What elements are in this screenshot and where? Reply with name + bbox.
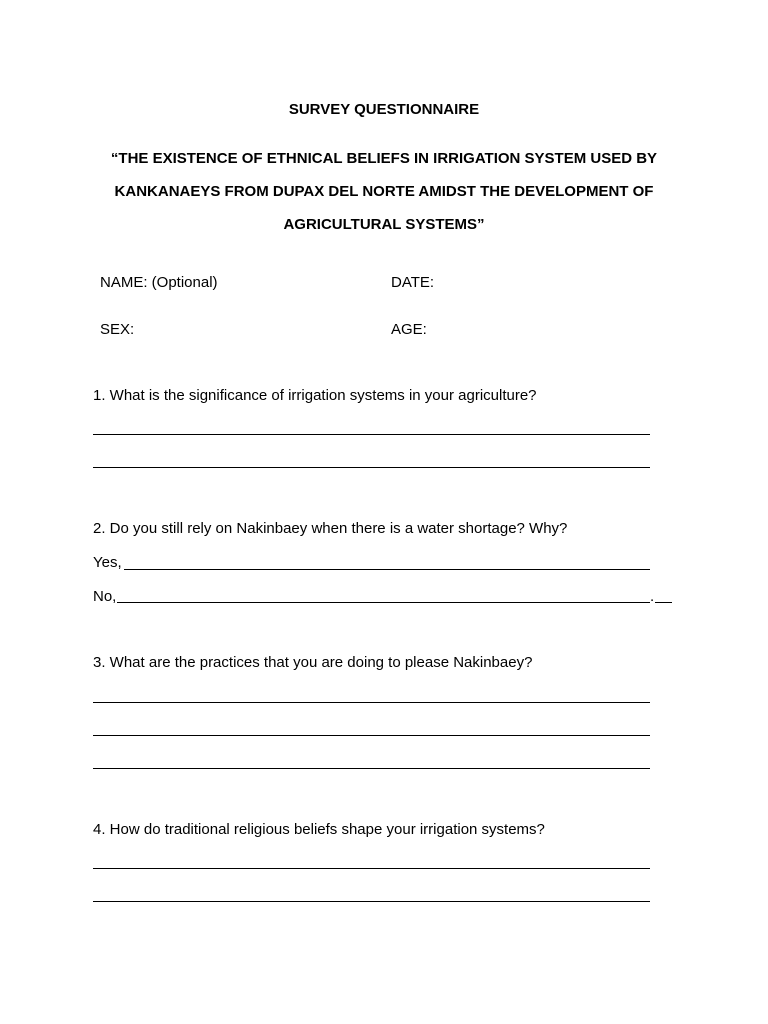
question-3: 3. What are the practices that you are doing to please Nakinbaey? [93,654,533,671]
answer-line[interactable] [93,735,650,736]
question-4: 4. How do traditional religious beliefs shape your irrigation systems? [93,821,545,838]
yes-answer-line[interactable] [124,569,650,570]
question-1: 1. What is the significance of irrigation systems in your agriculture? [93,387,537,404]
no-option-label: No, [93,588,117,605]
question-2: 2. Do you still rely on Nakinbaey when there is a water shortage? Why? [93,520,568,537]
answer-line[interactable] [93,434,650,435]
name-label: NAME: (Optional) [100,274,218,291]
answer-line[interactable] [93,868,650,869]
no-answer-line[interactable] [117,602,650,603]
subtitle-line-3: AGRICULTURAL SYSTEMS” [283,216,485,233]
date-label: DATE: [391,274,435,291]
answer-line[interactable] [93,901,650,902]
trailing-period: . [650,588,655,605]
document-title: SURVEY QUESTIONNAIRE [288,101,480,118]
age-label: AGE: [391,321,427,338]
sex-label: SEX: [100,321,135,338]
answer-line[interactable] [93,768,650,769]
answer-line[interactable] [93,702,650,703]
subtitle-line-1: “THE EXISTENCE OF ETHNICAL BELIEFS IN IRRIGATION SYSTEM USED BY [110,150,658,167]
trailing-underline [655,602,672,603]
subtitle-line-2: KANKANAEYS FROM DUPAX DEL NORTE AMIDST THE DEVELOPMENT OF [114,183,654,200]
yes-option-label: Yes, [93,554,122,571]
answer-line[interactable] [93,467,650,468]
